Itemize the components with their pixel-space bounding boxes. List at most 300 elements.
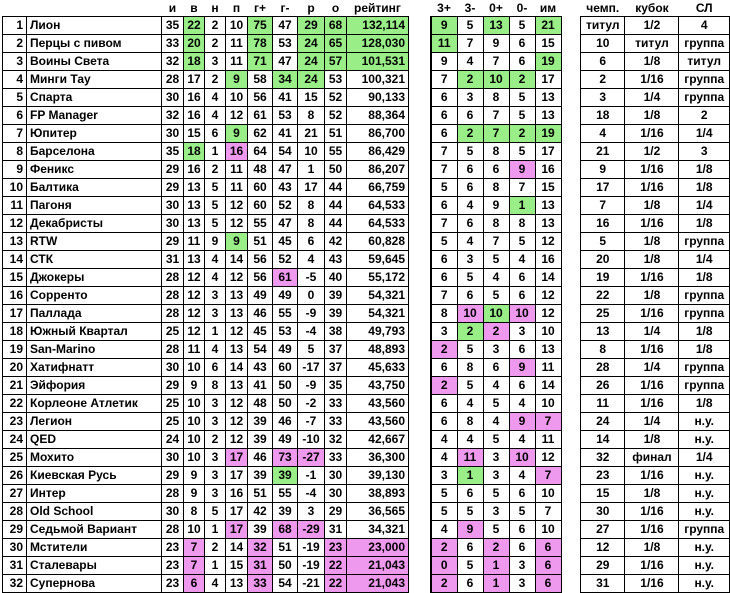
table-row (3, 197, 409, 215)
stat-cell: 11 (226, 179, 248, 197)
table-row (3, 575, 409, 593)
table-row (3, 539, 409, 557)
stat-cell: 37 (325, 341, 347, 359)
result-cell: 1/8 (625, 251, 679, 269)
stat-cell: 30 (162, 503, 184, 521)
stat-cell: 5 (457, 269, 483, 287)
stat-cell: 32 (325, 431, 347, 449)
stat-cell: 7 (483, 107, 509, 125)
stat-cell: 2 (483, 323, 509, 341)
stat-cell: 16 (184, 107, 205, 125)
stat-cell: 56 (248, 269, 273, 287)
table-row (431, 287, 561, 305)
stat-cell: 5 (483, 287, 509, 305)
stat-cell: 12 (226, 431, 248, 449)
stat-cell: 3 (205, 467, 226, 485)
stat-cell: 15 (298, 89, 325, 107)
result-cell: н.у. (679, 467, 730, 485)
stat-cell: 50 (273, 557, 298, 575)
stat-cell: 1 (298, 161, 325, 179)
table-row (3, 395, 409, 413)
table-row (581, 503, 730, 521)
stat-cell: 5 (431, 233, 457, 251)
table-row (431, 179, 561, 197)
stat-cell: 10 (535, 485, 561, 503)
table-row (3, 503, 409, 521)
table-row (581, 359, 730, 377)
position-cell: 2 (3, 35, 27, 53)
rating-cell: 86,429 (347, 143, 409, 161)
column-header: и (168, 1, 177, 15)
stat-cell: 44 (325, 179, 347, 197)
result-cell: группа (679, 71, 730, 89)
table-row (3, 269, 409, 287)
column-header: в (190, 1, 198, 15)
stat-cell: 10 (509, 449, 535, 467)
table-row (581, 431, 730, 449)
stat-cell: 3 (205, 305, 226, 323)
stat-cell: 13 (226, 575, 248, 593)
team-name-cell: Супернова (27, 575, 162, 593)
table-row (431, 521, 561, 539)
table-row (3, 287, 409, 305)
stat-cell: -9 (298, 377, 325, 395)
stat-cell: 49 (273, 287, 298, 305)
team-name-cell: Сорренто (27, 287, 162, 305)
result-cell: 24 (581, 413, 625, 431)
result-cell: 2 (581, 71, 625, 89)
stat-cell: 48 (248, 161, 273, 179)
stat-cell: 29 (162, 161, 184, 179)
result-cell: 10 (581, 35, 625, 53)
stat-cell: 12 (226, 269, 248, 287)
table-row (431, 575, 561, 593)
stat-cell: 2 (457, 125, 483, 143)
table-row (581, 287, 730, 305)
result-cell: 15 (581, 485, 625, 503)
column-header: о (331, 1, 340, 15)
team-name-cell: Мстители (27, 539, 162, 557)
stat-cell: 29 (162, 377, 184, 395)
result-cell: 13 (581, 323, 625, 341)
stat-cell: 60 (248, 179, 273, 197)
rating-cell: 66,759 (347, 179, 409, 197)
table-row (581, 521, 730, 539)
team-name-cell: Паллада (27, 305, 162, 323)
stat-cell: 24 (298, 35, 325, 53)
table-row (3, 341, 409, 359)
stat-cell: 12 (184, 323, 205, 341)
stat-cell: 2 (457, 323, 483, 341)
standings-stats-table (430, 0, 562, 593)
stat-cell: 49 (273, 431, 298, 449)
column-header: рейтинг (354, 1, 401, 15)
stat-cell: 25 (162, 413, 184, 431)
stat-cell: 9 (184, 377, 205, 395)
stat-cell: 1 (205, 521, 226, 539)
result-cell: 1/4 (679, 125, 730, 143)
stat-cell: 8 (184, 503, 205, 521)
stat-cell: 6 (457, 575, 483, 593)
stat-cell: 43 (273, 179, 298, 197)
stat-cell: 5 (509, 233, 535, 251)
stat-cell: 4 (431, 521, 457, 539)
stat-cell: 17 (226, 521, 248, 539)
team-name-cell: Хатифнатт (27, 359, 162, 377)
stat-cell: 34 (273, 71, 298, 89)
result-cell: группа (679, 521, 730, 539)
result-cell: 20 (581, 251, 625, 269)
stat-cell: 48 (248, 395, 273, 413)
stat-cell: 53 (273, 323, 298, 341)
stat-cell: 14 (535, 377, 561, 395)
stat-cell: 41 (273, 89, 298, 107)
stat-cell: 51 (325, 125, 347, 143)
result-cell: 19 (581, 269, 625, 287)
stat-cell: 61 (248, 107, 273, 125)
position-cell: 13 (3, 233, 27, 251)
result-cell: 6 (581, 53, 625, 71)
stat-cell: 6 (457, 287, 483, 305)
result-cell: титул (625, 35, 679, 53)
stat-cell: 22 (325, 575, 347, 593)
stat-cell: 10 (226, 89, 248, 107)
result-cell: 1/4 (625, 413, 679, 431)
stat-cell: 5 (509, 503, 535, 521)
stat-cell: 5 (483, 251, 509, 269)
team-name-cell: Мохито (27, 449, 162, 467)
stat-cell: 17 (535, 71, 561, 89)
stat-cell: 4 (205, 251, 226, 269)
rating-cell: 49,793 (347, 323, 409, 341)
table-row (431, 557, 561, 575)
stat-cell: 23 (162, 557, 184, 575)
stat-cell: 46 (248, 449, 273, 467)
stat-cell: 7 (431, 71, 457, 89)
table-row (3, 485, 409, 503)
column-header: н (211, 1, 219, 15)
stat-cell: -10 (298, 431, 325, 449)
stat-cell: 10 (535, 521, 561, 539)
stat-cell: 7 (483, 125, 509, 143)
result-cell: 3 (581, 89, 625, 107)
rating-cell: 54,321 (347, 287, 409, 305)
result-cell: н.у. (679, 503, 730, 521)
rating-cell: 64,533 (347, 215, 409, 233)
column-header: 3- (464, 1, 476, 15)
column-header: кубок (635, 1, 669, 15)
table-row (431, 449, 561, 467)
result-cell: 7 (581, 197, 625, 215)
rating-cell: 132,114 (347, 17, 409, 35)
result-cell: 1/16 (625, 161, 679, 179)
stat-cell: 5 (205, 503, 226, 521)
team-name-cell: Легион (27, 413, 162, 431)
stat-cell: 6 (509, 539, 535, 557)
stat-cell: 4 (205, 89, 226, 107)
stat-cell: 2 (509, 71, 535, 89)
stat-cell: 49 (248, 287, 273, 305)
stat-cell: 1 (457, 467, 483, 485)
stat-cell: 8 (483, 215, 509, 233)
stat-cell: 4 (483, 377, 509, 395)
stat-cell: 2 (205, 71, 226, 89)
rating-cell: 86,700 (347, 125, 409, 143)
stat-cell: 10 (184, 521, 205, 539)
team-name-cell: Киевская Русь (27, 467, 162, 485)
table-row (3, 305, 409, 323)
stat-cell: 18 (184, 53, 205, 71)
stat-cell: 16 (226, 143, 248, 161)
stat-cell: 5 (509, 17, 535, 35)
stat-cell: 11 (184, 341, 205, 359)
result-cell: 27 (581, 521, 625, 539)
result-cell: 1/16 (625, 215, 679, 233)
stat-cell: 8 (298, 215, 325, 233)
team-name-cell: Пагоня (27, 197, 162, 215)
stat-cell: 9 (483, 197, 509, 215)
stat-cell: 9 (509, 161, 535, 179)
stat-cell: 11 (226, 53, 248, 71)
stat-cell: 40 (325, 269, 347, 287)
stat-cell: 47 (273, 215, 298, 233)
stat-cell: 44 (325, 215, 347, 233)
stat-cell: 50 (325, 161, 347, 179)
stat-cell: 8 (483, 143, 509, 161)
stat-cell: 6 (431, 251, 457, 269)
stat-cell: 2 (431, 575, 457, 593)
stat-cell: 17 (184, 71, 205, 89)
stat-cell: 4 (298, 251, 325, 269)
stat-cell: 60 (273, 359, 298, 377)
stat-cell: 2 (509, 125, 535, 143)
result-cell: 4 (581, 125, 625, 143)
result-cell: 12 (581, 539, 625, 557)
result-cell: 1/4 (625, 89, 679, 107)
stat-cell: 5 (509, 89, 535, 107)
stat-cell: 5 (457, 557, 483, 575)
stat-cell: 30 (162, 197, 184, 215)
table-row (431, 413, 561, 431)
table-row (581, 215, 730, 233)
rating-cell: 43,750 (347, 377, 409, 395)
stat-cell: 47 (273, 17, 298, 35)
stat-cell: 33 (325, 395, 347, 413)
stat-cell: 7 (457, 35, 483, 53)
stat-cell: 13 (226, 287, 248, 305)
stat-cell: 3 (431, 467, 457, 485)
stat-cell: 3 (509, 557, 535, 575)
stat-cell: 53 (325, 71, 347, 89)
result-cell: 2 (679, 107, 730, 125)
result-cell: н.у. (679, 431, 730, 449)
result-cell: 1/16 (625, 341, 679, 359)
result-cell: 1/16 (625, 125, 679, 143)
stat-cell: -27 (298, 449, 325, 467)
stat-cell: 24 (298, 71, 325, 89)
stat-cell: 53 (273, 107, 298, 125)
stat-cell: 2 (205, 431, 226, 449)
stat-cell: -17 (298, 359, 325, 377)
position-cell: 11 (3, 197, 27, 215)
result-cell: 1/8 (679, 161, 730, 179)
stat-cell: -4 (298, 323, 325, 341)
table-row (431, 503, 561, 521)
stat-cell: 4 (457, 395, 483, 413)
stat-cell: 7 (431, 287, 457, 305)
table-row (3, 323, 409, 341)
stat-cell: 12 (226, 323, 248, 341)
stat-cell: 62 (248, 125, 273, 143)
stat-cell: 5 (431, 485, 457, 503)
stat-cell: 68 (273, 521, 298, 539)
table-row (3, 449, 409, 467)
stat-cell: 1 (205, 557, 226, 575)
result-cell: 1/8 (679, 341, 730, 359)
stat-cell: -5 (298, 269, 325, 287)
stat-cell: 54 (273, 143, 298, 161)
stat-cell: 78 (248, 35, 273, 53)
stat-cell: 39 (248, 431, 273, 449)
stat-cell: 10 (457, 305, 483, 323)
result-cell: 9 (581, 161, 625, 179)
stat-cell: 39 (248, 521, 273, 539)
stat-cell: 6 (535, 557, 561, 575)
stat-cell: 60 (248, 197, 273, 215)
stat-cell: 6 (509, 485, 535, 503)
result-cell: 1/8 (679, 215, 730, 233)
stat-cell: 17 (298, 179, 325, 197)
stat-cell: 33 (325, 449, 347, 467)
stat-cell: 15 (535, 179, 561, 197)
stat-cell: 39 (325, 305, 347, 323)
stat-cell: 3 (205, 485, 226, 503)
stat-cell: 5 (483, 485, 509, 503)
stat-cell: 4 (205, 269, 226, 287)
stat-cell: 6 (535, 539, 561, 557)
position-cell: 22 (3, 395, 27, 413)
stat-cell: 16 (184, 161, 205, 179)
rating-cell: 60,828 (347, 233, 409, 251)
rating-cell: 21,043 (347, 575, 409, 593)
team-name-cell: Седьмой Вариант (27, 521, 162, 539)
column-header: г+ (253, 1, 266, 15)
stat-cell: 6 (298, 233, 325, 251)
stat-cell: 13 (535, 107, 561, 125)
table-row (431, 485, 561, 503)
stat-cell: 41 (273, 125, 298, 143)
stat-cell: 71 (248, 53, 273, 71)
stat-cell: 13 (535, 215, 561, 233)
table-row (581, 251, 730, 269)
stat-cell: 12 (226, 413, 248, 431)
stat-cell: 11 (431, 35, 457, 53)
result-cell: 11 (581, 395, 625, 413)
stat-cell: 17 (226, 449, 248, 467)
stat-cell: 13 (184, 179, 205, 197)
stat-cell: 14 (226, 539, 248, 557)
stat-cell: 24 (162, 431, 184, 449)
stat-cell: 57 (325, 53, 347, 71)
table-row (581, 125, 730, 143)
stat-cell: 15 (535, 35, 561, 53)
rating-cell: 101,531 (347, 53, 409, 71)
standings-results-table (580, 0, 730, 593)
table-row (581, 467, 730, 485)
stat-cell: 13 (226, 341, 248, 359)
stat-cell: 28 (162, 485, 184, 503)
column-header: чемп. (586, 1, 620, 15)
stat-cell: 2 (205, 17, 226, 35)
position-cell: 26 (3, 467, 27, 485)
stat-cell: 8 (298, 107, 325, 125)
stat-cell: 11 (535, 431, 561, 449)
table-row (581, 197, 730, 215)
stat-cell: 51 (248, 485, 273, 503)
stat-cell: 7 (535, 413, 561, 431)
stat-cell: 11 (226, 161, 248, 179)
table-row (3, 557, 409, 575)
position-cell: 30 (3, 539, 27, 557)
table-row (581, 161, 730, 179)
stat-cell: 6 (431, 89, 457, 107)
stat-cell: 13 (226, 305, 248, 323)
stat-cell: 4 (509, 251, 535, 269)
stat-cell: 6 (184, 575, 205, 593)
stat-cell: 13 (184, 215, 205, 233)
stat-cell: 8 (457, 359, 483, 377)
position-cell: 20 (3, 359, 27, 377)
team-name-cell: Джокеры (27, 269, 162, 287)
stat-cell: 14 (226, 251, 248, 269)
stat-cell: 52 (273, 251, 298, 269)
result-cell: 1/16 (625, 575, 679, 593)
stat-cell: 4 (205, 107, 226, 125)
stat-cell: 13 (483, 17, 509, 35)
stat-cell: 6 (535, 575, 561, 593)
result-cell: 1/4 (679, 449, 730, 467)
table-row (431, 89, 561, 107)
stat-cell: 8 (457, 413, 483, 431)
stat-cell: 53 (273, 35, 298, 53)
position-cell: 3 (3, 53, 27, 71)
stat-cell: 73 (273, 449, 298, 467)
stat-cell: 5 (457, 377, 483, 395)
stat-cell: 3 (509, 575, 535, 593)
team-name-cell: Сталевары (27, 557, 162, 575)
stat-cell: 30 (162, 359, 184, 377)
stat-cell: 5 (431, 503, 457, 521)
team-name-cell: Спарта (27, 89, 162, 107)
position-cell: 10 (3, 179, 27, 197)
rating-cell: 54,321 (347, 305, 409, 323)
stat-cell: 6 (509, 521, 535, 539)
position-cell: 18 (3, 323, 27, 341)
team-name-cell: Юпитер (27, 125, 162, 143)
stat-cell: 3 (205, 413, 226, 431)
team-name-cell: Old School (27, 503, 162, 521)
result-cell: н.у. (679, 557, 730, 575)
stat-cell: 9 (509, 413, 535, 431)
stat-cell: 11 (535, 359, 561, 377)
stat-cell: 1 (483, 575, 509, 593)
stat-cell: 7 (509, 179, 535, 197)
stat-cell: 33 (248, 575, 273, 593)
stat-cell: 0 (431, 557, 457, 575)
result-cell: 29 (581, 557, 625, 575)
result-cell: группа (679, 287, 730, 305)
stat-cell: 9 (509, 359, 535, 377)
